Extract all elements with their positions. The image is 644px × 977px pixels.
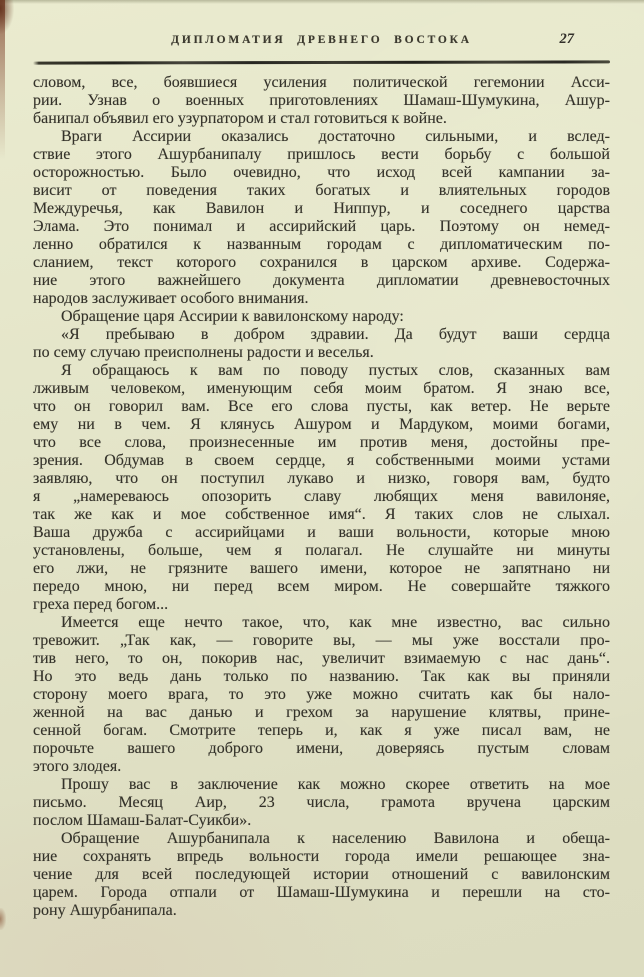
text-line: что он говорил вам. Все его слова пусты, как ветер. Не верьте [33,398,610,415]
text-line: этого злодея. [33,758,122,775]
text-line: «Я пребываю в добром здравии. Да будут ваши сердца [61,326,610,343]
text-line: сторону моего врага, то это уже можно считать как бы нало- [33,686,610,703]
text-line: словом, все, боявшиеся усиления политической гегемонии Асси- [33,74,610,91]
text-line: зрения. Обдумав в своем сердце, я собственными моими устами [33,452,610,469]
top-left-corner-stain [0,0,14,34]
running-header [33,31,610,54]
text-line: ние этого важнейшего документа дипломатии древневосточных [33,272,610,289]
text-line: Я обращаюсь к вам по поводу пустых слов, сказанных вам [61,362,610,379]
text-line: чение для всей последующей истории отношений с вавилонским [33,866,610,883]
text-line: висит от поведения таких богатых и влиятельных городов [33,182,610,199]
text-line: Обращение царя Ассирии к вавилонскому народу: [61,308,404,325]
text-line: установлены, больше, чем я полагал. Не слушайте ни минуты [33,542,610,559]
text-line: тив него, то он, покорив нас, увеличит взимаемую с нас дань“. [33,650,610,667]
text-line: так же как и мое собственное имя“. Я таких слов не слыхал. [33,506,610,523]
text-line: рону Ашурбанипала. [33,902,177,919]
left-edge-notch-stain [0,908,6,930]
running-title: ДИПЛОМАТИЯ ДРЕВНЕГО ВОСТОКА [171,34,472,46]
text-line: порочьте вашего доброго имени, доверяясь пустым словам [33,740,610,757]
text-line: заявляю, что он поступил лукаво и низко, говоря вам, будто [33,470,610,487]
text-line: что все слова, произнесенные им против меня, достойны пре- [33,434,610,451]
text-line: женной на вас данью и грехом за нарушение клятвы, прине- [33,704,610,721]
text-line: ствие этого Ашурбанипалу пришлось вести борьбу с большой [33,146,610,163]
text-line: народов заслуживает особого внимания. [33,290,309,307]
text-line: я „намереваюсь опозорить славу любящих меня вавилоняе, [33,488,610,505]
text-line: Прошу вас в заключение как можно скорее ответить на мое [61,776,610,793]
text-line: ние сохранять впредь вольности города имели решающее зна- [33,848,610,865]
page-number: 27 [559,31,574,47]
text-line: Обращение Ашурбанипала к населению Вавилона и обеща- [61,830,610,847]
text-line: его лжи, не грязните вашего имени, которое не запятнано ни [33,560,610,577]
header-rule [33,60,610,64]
page-top-shadow [0,0,644,4]
text-line: царем. Города отпали от Шамаш-Шумукина и перешли на сто- [33,884,610,901]
body-text [33,74,610,920]
text-line: ленно обратился к названным городам с дипломатическим по- [33,236,610,253]
text-line: по сему случаю преисполнены радости и веселья. [33,344,374,361]
text-line: Междуречья, как Вавилон и Ниппур, и соседнего царства [33,200,610,217]
text-line: рии. Узнав о военных приготовлениях Шамаш-Шумукина, Ашур- [33,92,610,109]
text-line: греха перед богом... [33,596,169,613]
text-line: сенной богам. Смотрите теперь и, как я уже писал вам, не [33,722,610,739]
text-line: лживым человеком, именующим себя моим братом. Я знаю все, [33,380,610,397]
text-line: тревожит. „Так как, — говорите вы, — мы уже восстали про- [33,632,610,649]
text-line: банипал объявил его узурпатором и стал готовиться к войне. [33,110,447,127]
text-line: письмо. Месяц Аир, 23 числа, грамота вручена царским [33,794,610,811]
text-line: Элама. Это понимал и ассирийский царь. Поэтому он немед- [33,218,610,235]
text-line: сланием, текст которого сохранился в царском архиве. Содержа- [33,254,610,271]
text-line: послом Шамаш-Балат-Суикби». [33,812,252,829]
text-line: Но это ведь дань только по названию. Так как вы приняли [33,668,610,685]
text-line: осторожностью. Было очевидно, что исход всей кампании за- [33,164,610,181]
text-line: Ваша дружба с ассирийцами и ваши вольности, которые мною [33,524,610,541]
text-line: передо мною, ни перед всем миром. Не совершайте тяжкого [33,578,610,595]
text-line: Имеется еще нечто такое, что, как мне известно, вас сильно [61,614,610,631]
text-line: Враги Ассирии оказались достаточно сильными, и вслед- [61,128,610,145]
text-line: ему ни в чем. Я клянусь Ашуром и Мардуком, моими богами, [33,416,610,433]
